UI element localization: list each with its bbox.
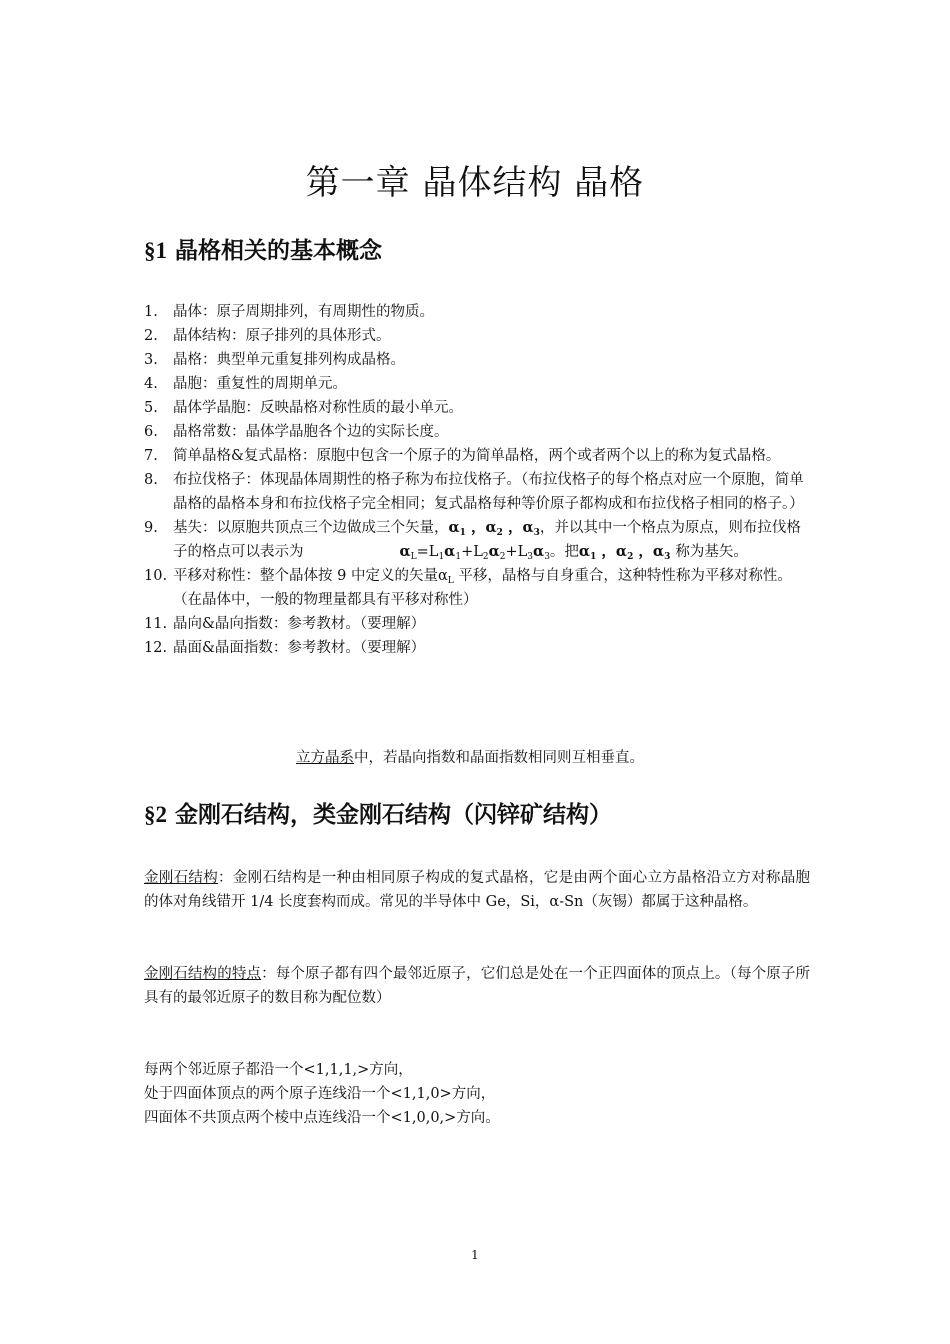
page-title: 第一章 晶体结构 晶格 — [305, 162, 645, 203]
list-item — [144, 612, 812, 636]
item-number: 9. — [144, 520, 158, 536]
list-item — [144, 372, 812, 396]
list-item — [144, 300, 812, 324]
paragraph-text: ：金刚石结构是一种由相同原子构成的复式晶格，它是由两个面心立方晶格沿立方对称晶胞的体对角线错开 1/4 长度套构而成。常见的半导体中 Ge，Si，α-Sn（灰锡）都属于这种晶格。 — [144, 870, 811, 910]
direction-lines — [144, 1010, 810, 1130]
list-item — [144, 348, 812, 372]
section-heading-2 — [144, 796, 612, 829]
definition-list — [144, 300, 812, 660]
item-number: 2. — [144, 328, 158, 344]
item-number: 10. — [144, 568, 168, 584]
item-text: 简单晶格&复式晶格：原胞中包含一个原子的为简单晶格，两个或者两个以上的称为复式晶格。 — [173, 448, 781, 464]
item-text: 布拉伐格子：体现晶体周期性的格子称为布拉伐格子。（布拉伐格子的每个格点对应一个原胞，简单晶格的晶格本身和布拉伐格子完全相同；复式晶格每种等价原子都构成和布拉伐格子相同的格子。） — [173, 472, 804, 512]
list-item — [144, 420, 812, 444]
item-text: 晶体学晶胞：反映晶格对称性质的最小单元。 — [173, 400, 463, 416]
list-item — [144, 564, 812, 612]
item-number: 5. — [144, 400, 158, 416]
item-text: 晶向&晶向指数：参考教材。（要理解） — [173, 616, 426, 632]
section-number: §2 — [144, 802, 167, 827]
item-text-a: 平移对称性：整个晶体按 9 中定义的矢量 — [173, 568, 438, 584]
list-item — [144, 636, 812, 660]
item-text: 晶格常数：晶体学晶胞各个边的实际长度。 — [173, 424, 449, 440]
paragraph-label: 金刚石结构的特点 — [144, 966, 262, 982]
item-number: 11. — [144, 616, 168, 632]
section-title: 晶格相关的基本概念 — [175, 238, 382, 264]
item-text-b: ，并以其中一个格点为原点，则布拉伐格子的格点可以表示为 — [173, 520, 801, 560]
basis-vectors-2: $\alpha_1$ ，$\alpha_2$ ，$\alpha_3$ — [578, 543, 671, 562]
list-item — [144, 516, 812, 564]
item-text: 晶格：典型单元重复排列构成晶格。 — [173, 352, 405, 368]
note-underlined: 立方晶系 — [296, 750, 354, 766]
item-text-d: 称为基矢。 — [675, 544, 748, 560]
item-number: 7. — [144, 448, 158, 464]
lattice-formula: $\alpha_L=L_1\alpha_1+L_2\alpha_2+L_3\alpha_3$ — [399, 543, 550, 562]
item-number: 8. — [144, 472, 158, 488]
item-text-c: 。把 — [549, 544, 579, 560]
item-text: 晶面&晶面指数：参考教材。（要理解） — [173, 640, 426, 656]
direction-line: 处于四面体顶点的两个原子连线沿一个<1,1,0>方向， — [144, 1086, 496, 1102]
item-text-b: 平移，晶格与自身重合，这种特性称为平移对称性。（在晶体中，一般的物理量都具有平移对称性） — [173, 568, 792, 608]
paragraph-label: 金刚石结构 — [144, 870, 219, 886]
item-number: 3. — [144, 352, 158, 368]
page-number: 1 — [471, 1248, 479, 1262]
item-text-a: 基失：以原胞共顶点三个边做成三个矢量， — [173, 520, 449, 536]
list-item — [144, 444, 812, 468]
diamond-features-paragraph — [144, 962, 810, 1010]
item-number: 4. — [144, 376, 158, 392]
cubic-note — [296, 746, 644, 770]
section-title: 金刚石结构，类金刚石结构（闪锌矿结构） — [175, 802, 612, 828]
paragraph-text: ：每个原子都有四个最邻近原子，它们总是处在一个正四面体的顶点上。（每个原子所具有的最邻近原子的数目称为配位数） — [144, 966, 811, 1006]
basis-vectors: $\alpha_1$ ，$\alpha_2$ ，$\alpha_3$ — [448, 519, 540, 538]
item-text: 晶体结构：原子排列的具体形式。 — [173, 328, 391, 344]
alpha-symbol: α — [437, 568, 448, 584]
section-heading-1 — [144, 232, 382, 265]
item-number: 6. — [144, 424, 158, 440]
list-item — [144, 468, 812, 516]
alpha-subscript: L — [447, 576, 454, 586]
section-number: §1 — [144, 238, 167, 263]
list-item — [144, 324, 812, 348]
note-text: 中，若晶向指数和晶面指数相同则互相垂直。 — [354, 750, 644, 766]
item-text: 晶体：原子周期排列，有周期性的物质。 — [173, 304, 434, 320]
item-number: 1. — [144, 304, 158, 320]
direction-line: 四面体不共顶点两个棱中点连线沿一个<1,0,0,>方向。 — [144, 1110, 500, 1126]
direction-line: 每两个邻近原子都沿一个<1,1,1,>方向， — [144, 1062, 413, 1078]
list-item — [144, 396, 812, 420]
item-text: 晶胞：重复性的周期单元。 — [173, 376, 347, 392]
diamond-structure-paragraph — [144, 866, 810, 914]
item-number: 12. — [144, 640, 168, 656]
